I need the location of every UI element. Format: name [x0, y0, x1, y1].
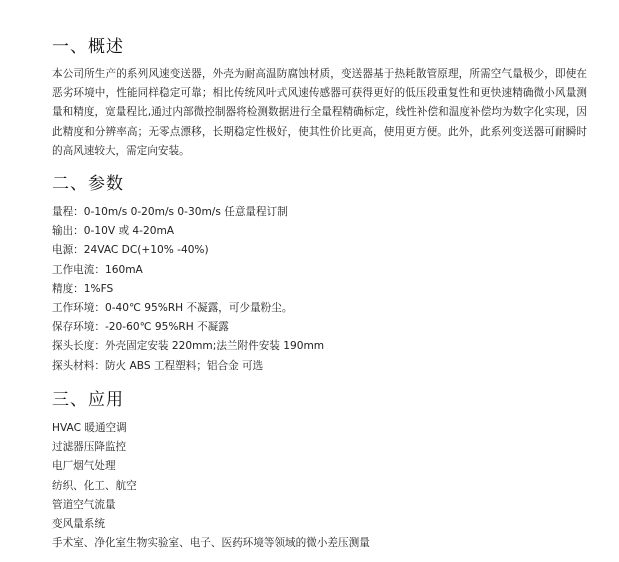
app-item: 过滤器压降监控 [52, 441, 127, 454]
param-probe-material: 探头材料：防火 ABS 工程塑料；铝合金 可选 [52, 359, 264, 372]
app-item: 变风量系统 [52, 517, 105, 530]
param-probe-length: 探头长度：外壳固定安装 220mm;法兰附件安装 190mm [52, 340, 325, 353]
param-range: 量程：0-10m/s 0-20m/s 0-30m/s 任意量程订制 [52, 206, 288, 218]
section-title-overview: 一、概述 [52, 37, 124, 57]
param-storage-env: 保存环境：-20-60℃ 95%RH 不凝露 [52, 321, 229, 334]
section-title-apps: 三、应用 [52, 390, 124, 410]
app-item: 管道空气流量 [52, 498, 116, 511]
overview-paragraph: 本公司所生产的系列风速变送器，外壳为耐高温防腐蚀材质，变送器基于热耗散管原理，所需空气量极少，即使在恶劣环境中，性能同样稳定可靠；相比传统风叶式风速传感器可获得更好的低压段重复性和更快速精确微小风量测量和精度，宽量程比,通过内部微控制器将检测数据进行全量程精确标定，线性补偿和温度补偿均为数字化实现，因此精度和分辨率高；无零点漂移，长期稳定性极好，使其性价比更高，使用更方便。此外，此系列变送器可耐瞬时的高风速较大，需定向安装。 [52, 68, 587, 157]
param-power: 电源：24VAC DC(+10% -40%) [52, 244, 209, 257]
app-item: 手术室、净化室生物实验室、电子、医药环境等领域的微小差压测量 [52, 537, 370, 550]
param-output: 输出：0-10V 或 4-20mA [52, 225, 175, 238]
apps-list [52, 419, 370, 553]
app-item: 纺织、化工、航空 [52, 479, 137, 492]
app-item: 电厂烟气处理 [52, 460, 116, 473]
params-list [52, 203, 324, 376]
param-current: 工作电流：160mA [52, 263, 143, 276]
section-title-params: 二、参数 [52, 174, 124, 194]
param-accuracy: 精度：1%FS [52, 282, 114, 295]
app-item: HVAC 暖通空调 [52, 422, 127, 434]
param-work-env: 工作环境：0-40℃ 95%RH 不凝露，可少量粉尘。 [52, 301, 293, 314]
